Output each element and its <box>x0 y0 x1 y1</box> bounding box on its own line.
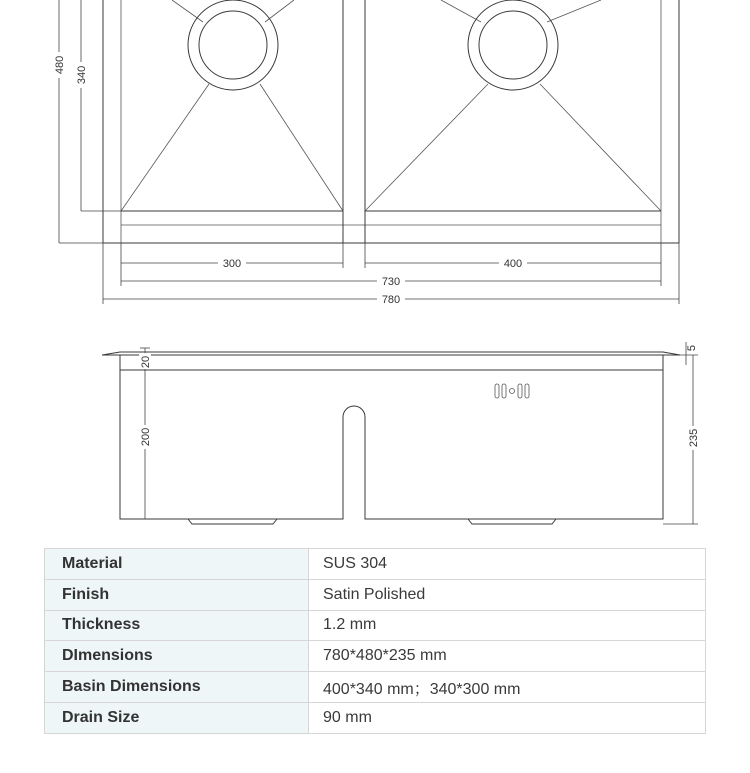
spec-label: DImensions <box>45 641 309 672</box>
spec-value: SUS 304 <box>309 549 706 580</box>
dim-large-basin-width: 400 <box>503 258 523 270</box>
large-drain-base <box>468 519 556 524</box>
table-row <box>45 610 706 641</box>
spec-label: Material <box>45 549 309 580</box>
dim-flange-width: 5 <box>686 344 698 352</box>
spec-label: Drain Size <box>45 702 309 733</box>
table-row <box>45 579 706 610</box>
table-row <box>45 672 706 703</box>
spec-value: 780*480*235 mm <box>309 641 706 672</box>
top-view <box>53 0 679 306</box>
small-drain-base <box>188 519 277 524</box>
dim-small-basin-width: 300 <box>222 258 242 270</box>
table-row <box>45 549 706 580</box>
spec-value: 400*340 mm；340*300 mm <box>309 672 706 703</box>
dim-inner-width: 730 <box>381 276 401 288</box>
dim-depth-total: 480 <box>54 55 66 75</box>
table-row <box>45 702 706 733</box>
large-basin-drain-outer <box>468 0 558 90</box>
overflow-slots <box>495 384 529 398</box>
dim-overall-height: 235 <box>688 428 700 448</box>
dim-basin-height: 200 <box>140 427 152 447</box>
spec-label: Basin Dimensions <box>45 672 309 703</box>
table-row <box>45 641 706 672</box>
spec-label: Thickness <box>45 610 309 641</box>
small-basin-drain-outer <box>188 0 278 90</box>
dim-basin-depth: 340 <box>76 65 88 85</box>
small-basin <box>121 0 343 211</box>
dim-flange-height: 20 <box>140 355 152 369</box>
small-basin-drain-inner <box>199 11 267 79</box>
spec-value: 1.2 mm <box>309 610 706 641</box>
spec-label: Finish <box>45 579 309 610</box>
large-basin-drain-inner <box>479 11 547 79</box>
large-basin <box>365 0 661 211</box>
dim-overall-width: 780 <box>381 294 401 306</box>
spec-value: Satin Polished <box>309 579 706 610</box>
specs-table <box>44 548 706 734</box>
spec-value: 90 mm <box>309 702 706 733</box>
side-view <box>102 342 700 524</box>
sink-body-profile <box>120 355 663 519</box>
